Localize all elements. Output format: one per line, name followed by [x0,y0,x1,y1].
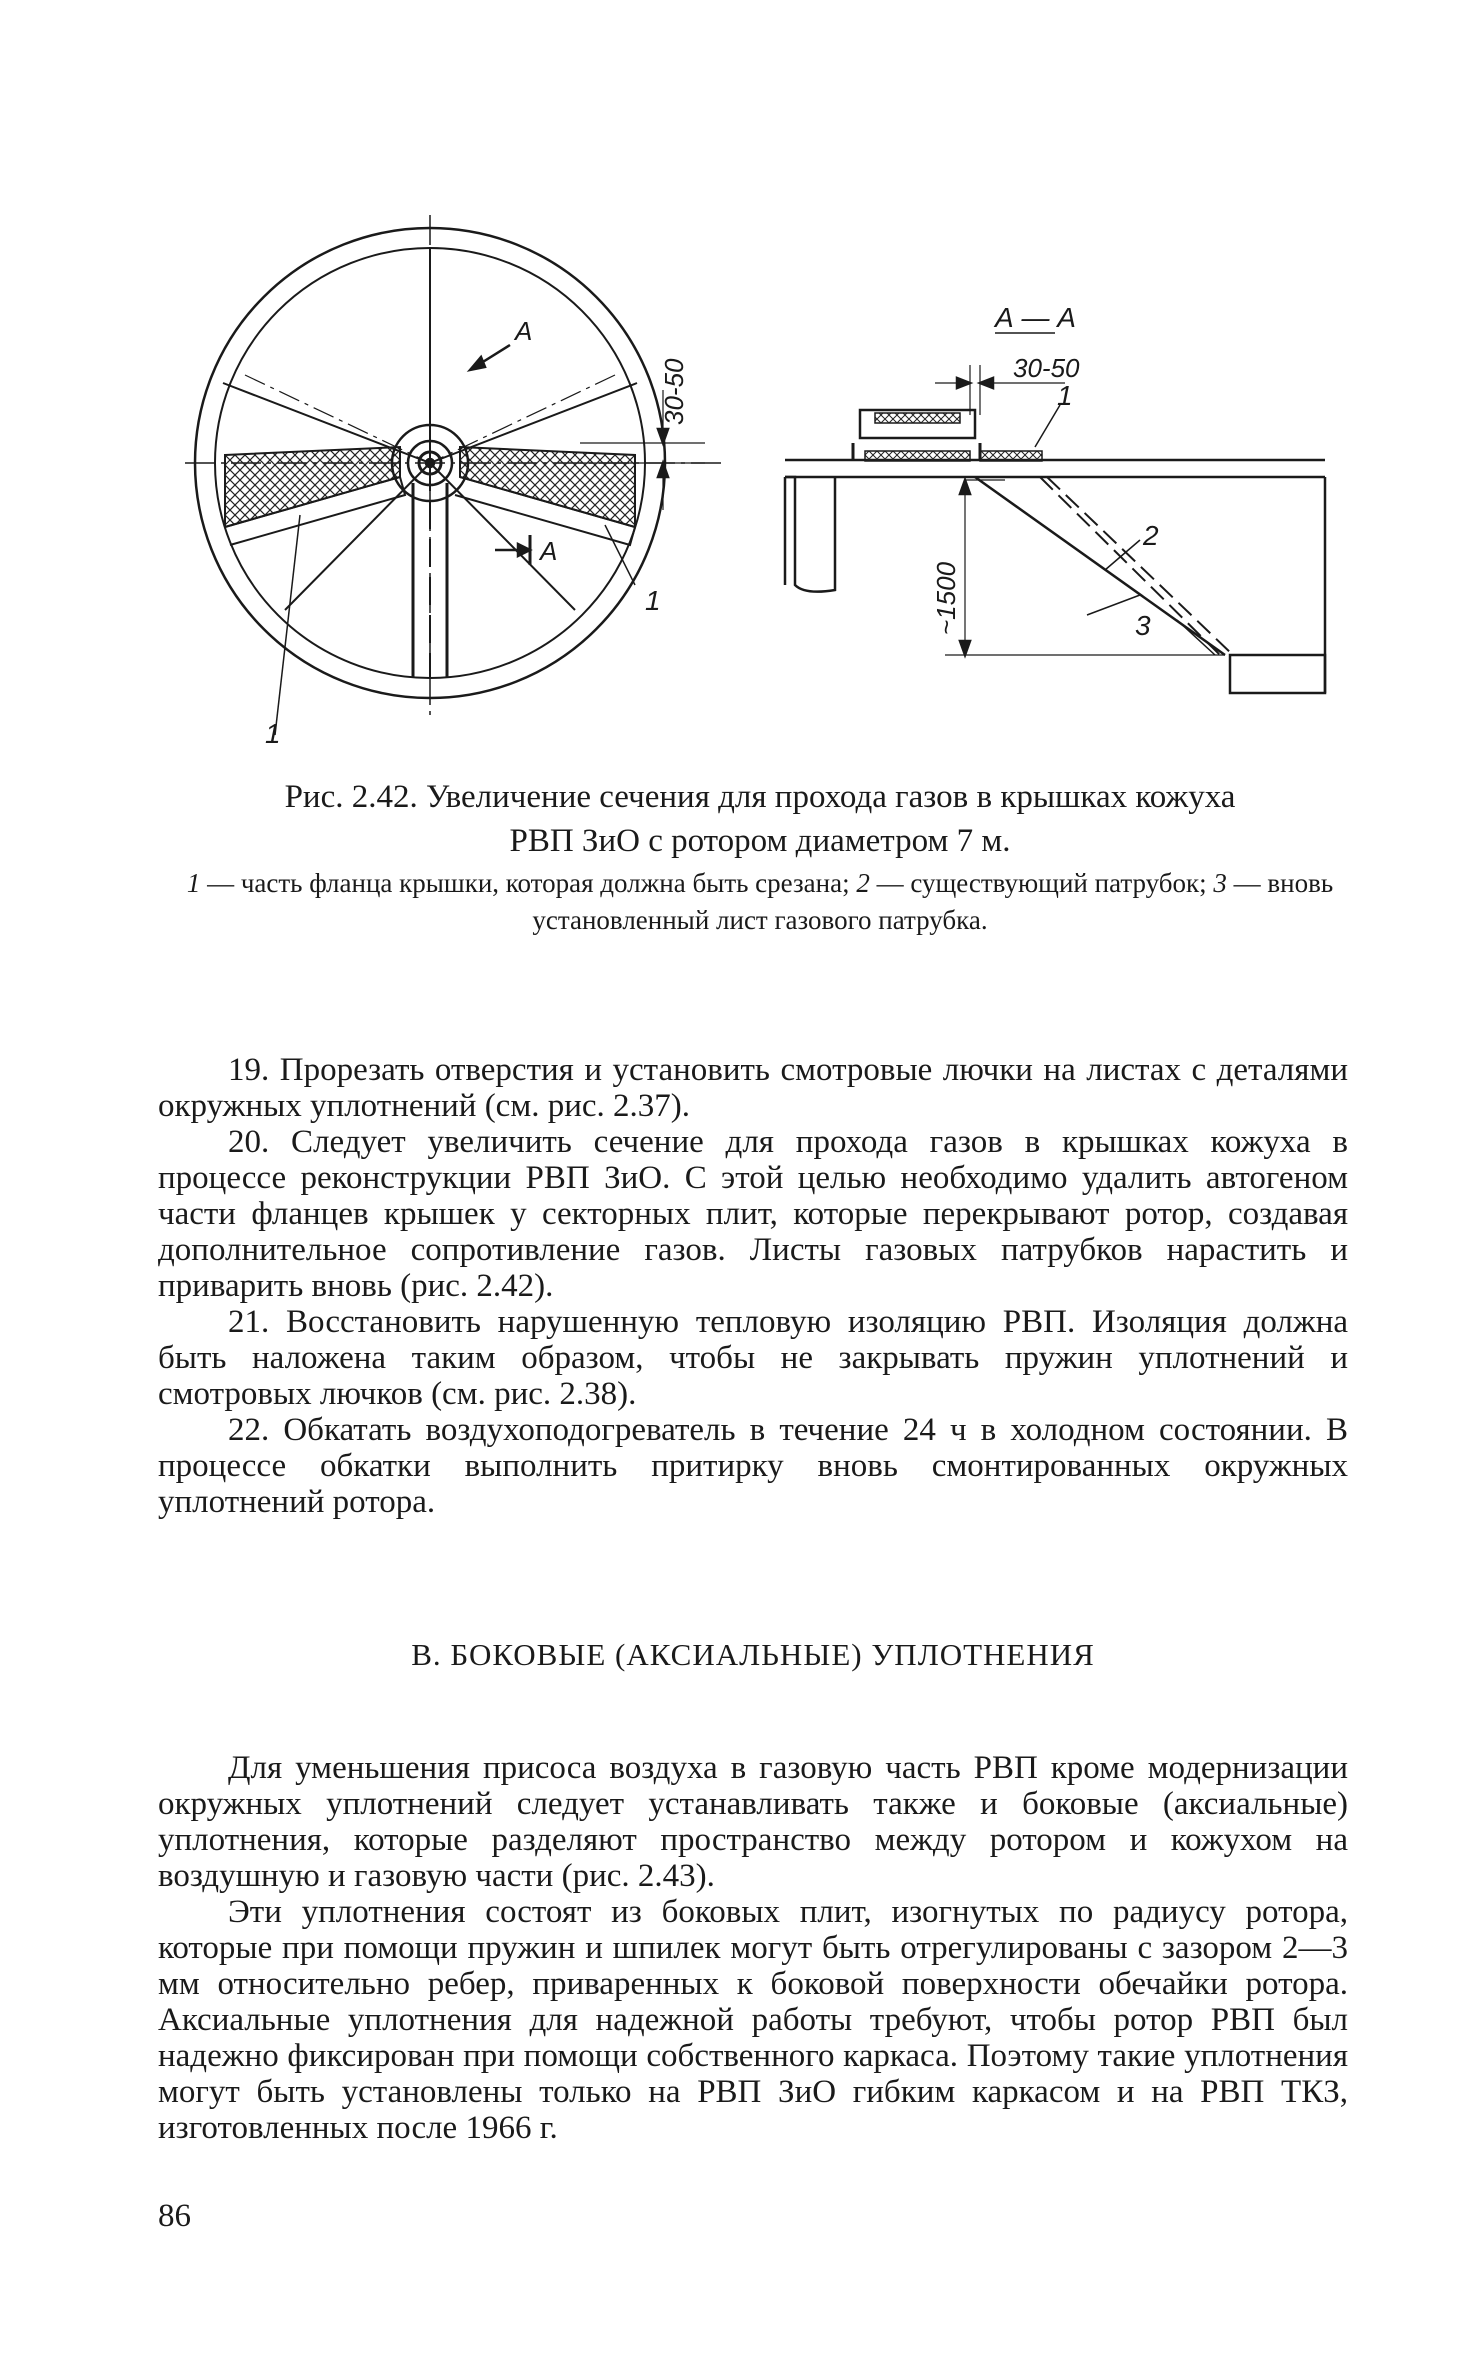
technical-drawing [185,215,1335,755]
caption-line-1: Рис. 2.42. Увеличение сечения для прохода газов в крышках кожуха [284,779,1236,815]
legend-num-3: 3 [1213,868,1227,898]
caption-line-2: РВП ЗиО с ротором диаметром 7 м. [509,823,1011,859]
flange-part-right-hatch [460,447,635,527]
legend-text-2: — существующий патрубок; [869,868,1214,898]
part-label-3: 3 [1135,610,1151,641]
section-paragraph-2: Эти уплотнения состоят из боковых плит, изогнутых по радиусу ротора, которые при помощи пружин и шпилек могут быть отрегулированы с зазором 2—3 мм относительно ребер, приваренных к боковой поверхности обечайки ротора. Аксиальные уплотнения для надежной работы требуют, чтобы ротор РВП был надежно фиксирован при помощи собственного каркаса. Поэтому такие уплотнения могут быть установлены только на РВП ЗиО гибким каркасом и на РВП ТКЗ, изготовленных после 1966 г. [158,1894,1348,2146]
caption-legend [160,865,1360,939]
page-number: 86 [158,2198,191,2234]
paragraph-19: 19. Прорезать отверстия и установить смотровые лючки на листах с деталями окружных уплотнений (см. рис. 2.37). [158,1052,1348,1124]
part-label-1-section: 1 [1057,380,1073,411]
section-heading: В. БОКОВЫЕ (АКСИАЛЬНЫЕ) УПЛОТНЕНИЯ [411,1637,1095,1672]
part-label-2: 2 [1143,520,1159,551]
figure-caption [150,775,1370,863]
rotor-plan-view [185,215,725,735]
paragraph-22: 22. Обкатать воздухоподогреватель в течение 24 ч в холодном состоянии. В процессе обкатки выполнить притирку вновь смонтированных окружных уплотнений ротора. [158,1412,1348,1520]
part-label-1-left: 1 [265,718,281,749]
paragraph-21: 21. Восстановить нарушенную тепловую изоляцию РВП. Изоляция должна быть наложена таким образом, чтобы не закрывать пружин уплотнений и смотровых лючков (см. рис. 2.38). [158,1304,1348,1412]
height-dimension: ~1500 [931,561,961,635]
figure-2-42 [185,215,1335,755]
section-title: А — А [995,302,1076,333]
gap-dimension-right: 30-50 [1013,353,1080,383]
gap-dimension-left: 30-50 [659,358,689,425]
paragraph-20: 20. Следует увеличить сечение для прохода газов в крышках кожуха в процессе реконструкции РВП ЗиО. С этой целью необходимо удалить автогеном части фланцев крышек у секторных плит, которые перекрывают ротор, создавая дополнительное сопротивление газов. Листы газовых патрубков нарастить и приварить вновь (рис. 2.42). [158,1124,1348,1304]
section-mark-top: А [515,316,533,346]
section-paragraph-1: Для уменьшения присоса воздуха в газовую часть РВП кроме модернизации окружных уплотнений следует устанавливать также и боковые (аксиальные) уплотнения, которые разделяют пространство между ротором и кожухом на воздушную и газовую части (рис. 2.43). [158,1750,1348,1894]
numbered-paragraphs [158,1052,1348,1520]
flange-part-left-hatch [225,447,400,527]
part-label-1-right: 1 [645,585,661,616]
legend-text-1: — часть фланца крышки, которая должна быть срезана; [200,868,857,898]
flange-part-section-hatch [980,451,1042,461]
section-paragraphs [158,1750,1348,2146]
section-a-a-view [785,333,1325,693]
legend-num-1: 1 [186,868,201,898]
legend-text-3: — вновь установленный лист газового патрубка. [532,868,1334,935]
legend-num-2: 2 [856,868,870,898]
section-mark-bottom: А [540,536,558,566]
